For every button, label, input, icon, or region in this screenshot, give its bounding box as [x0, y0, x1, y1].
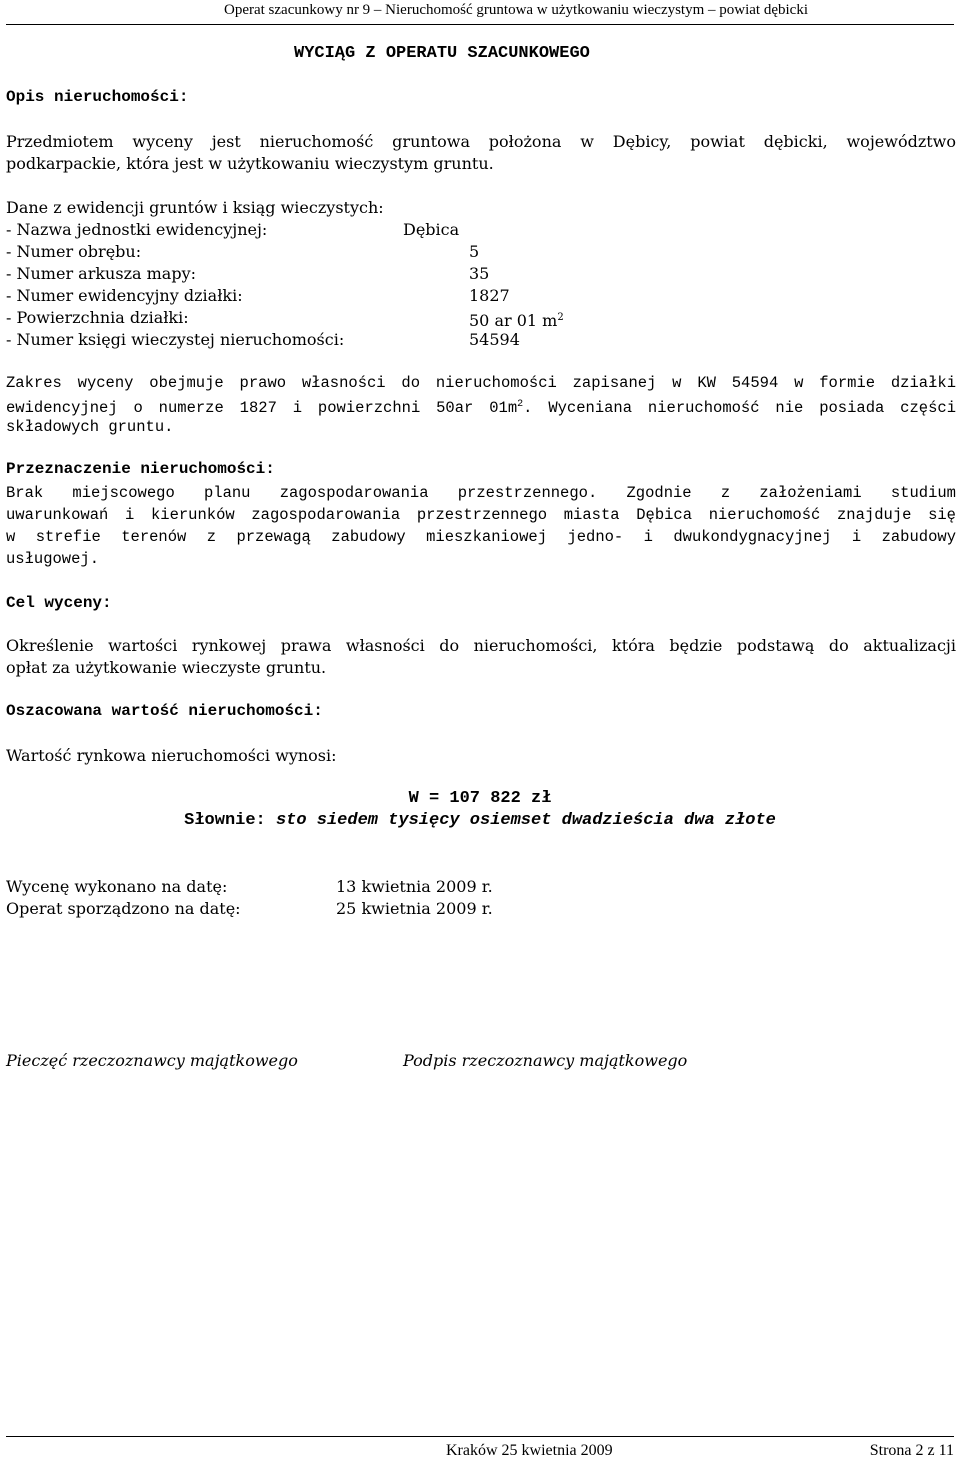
- zakres-text: ewidencyjnej o numerze 1827 i powierzchni 50ar 01m: [6, 399, 518, 417]
- footer-rule: [6, 1436, 954, 1437]
- slownie-label: Słownie:: [184, 811, 266, 830]
- running-header: Operat szacunkowy nr 9 – Nieruchomość gruntowa w użytkowaniu wieczystym – powiat dębicki: [223, 2, 808, 18]
- date-value-wycena: 13 kwietnia 2009 r.: [336, 877, 493, 896]
- section-heading-oszacowana: Oszacowana wartość nieruchomości:: [6, 702, 323, 720]
- przeznaczenie-paragraph: [6, 482, 956, 570]
- ewid-label: - Nazwa jednostki ewidencyjnej:: [6, 220, 268, 239]
- valuation-in-words: [0, 810, 960, 832]
- ewid-value-sup: 2: [557, 312, 564, 323]
- intro-paragraph: [6, 131, 956, 175]
- ewid-label: - Numer księgi wieczystej nieruchomości:: [6, 330, 345, 349]
- ewid-value: 1827: [469, 286, 510, 305]
- valuation-amount: W = 107 822 zł: [408, 789, 552, 808]
- przeznaczenie-line: Brak miejscowego planu zagospodarowania przestrzennego. Zgodnie z założeniami studium: [6, 484, 956, 502]
- ewid-label: - Numer obrębu:: [6, 242, 142, 261]
- ewid-value: 54594: [469, 330, 520, 349]
- ewid-value: 5: [469, 242, 480, 261]
- signature-sign-label: Podpis rzeczoznawcy majątkowego: [403, 1051, 688, 1070]
- section-heading-opis: Opis nieruchomości:: [6, 88, 189, 106]
- document-title: WYCIĄG Z OPERATU SZACUNKOWEGO: [294, 44, 590, 63]
- przeznaczenie-line: usługowej.: [6, 550, 100, 568]
- signature-stamp-label: Pieczęć rzeczoznawcy majątkowego: [6, 1051, 298, 1070]
- ewid-value: Dębica: [403, 220, 460, 239]
- date-label-operat: Operat sporządzono na datę:: [6, 899, 241, 918]
- ewidencja-intro: Dane z ewidencji gruntów i ksiąg wieczystych:: [6, 198, 384, 217]
- zakres-sup: 2: [517, 399, 524, 410]
- ewid-label: - Numer ewidencyjny działki:: [6, 286, 243, 305]
- ewid-value: 50 ar 01 m: [469, 311, 558, 330]
- wartosc-intro: Wartość rynkowa nieruchomości wynosi:: [6, 746, 337, 765]
- cel-line: Określenie wartości rynkowej prawa własności do nieruchomości, która będzie podstawą do aktualizacji: [6, 636, 956, 655]
- przeznaczenie-line: uwarunkowań i kierunków zagospodarowania przestrzennego miasta Dębica nieruchomość znajduje się: [6, 506, 956, 524]
- cel-paragraph: [6, 635, 956, 679]
- header-rule: [6, 24, 954, 25]
- ewid-value: 35: [469, 264, 490, 283]
- date-label-wycena: Wycenę wykonano na datę:: [6, 877, 228, 896]
- footer-page-number: Strona 2 z 11: [869, 1442, 954, 1459]
- zakres-line: składowych gruntu.: [6, 418, 174, 436]
- zakres-text: . Wyceniana nieruchomość nie posiada części: [523, 399, 956, 417]
- section-heading-przeznaczenie: Przeznaczenie nieruchomości:: [6, 460, 275, 478]
- zakres-line-2: [6, 394, 956, 416]
- date-value-operat: 25 kwietnia 2009 r.: [336, 899, 493, 918]
- cel-line: opłat za użytkowanie wieczyste gruntu.: [6, 658, 327, 677]
- zakres-paragraph: [6, 372, 956, 438]
- intro-line: podkarpackie, która jest w użytkowaniu wieczystym gruntu.: [6, 154, 494, 173]
- slownie-text: sto siedem tysięcy osiemset dwadzieścia dwa złote: [275, 811, 776, 830]
- przeznaczenie-line: w strefie terenów z przewagą zabudowy mieszkaniowej jedno- i dwukondygnacyjnej i zabudowy: [6, 528, 956, 546]
- ewid-label: - Numer arkusza mapy:: [6, 264, 197, 283]
- intro-line: Przedmiotem wyceny jest nieruchomość gruntowa położona w Dębicy, powiat dębicki, województwo: [6, 132, 956, 151]
- section-heading-cel: Cel wyceny:: [6, 594, 112, 612]
- ewid-label: - Powierzchnia działki:: [6, 308, 189, 327]
- footer-place-date: Kraków 25 kwietnia 2009: [446, 1442, 613, 1459]
- zakres-line: Zakres wyceny obejmuje prawo własności do nieruchomości zapisanej w KW 54594 w formie działki: [6, 374, 956, 392]
